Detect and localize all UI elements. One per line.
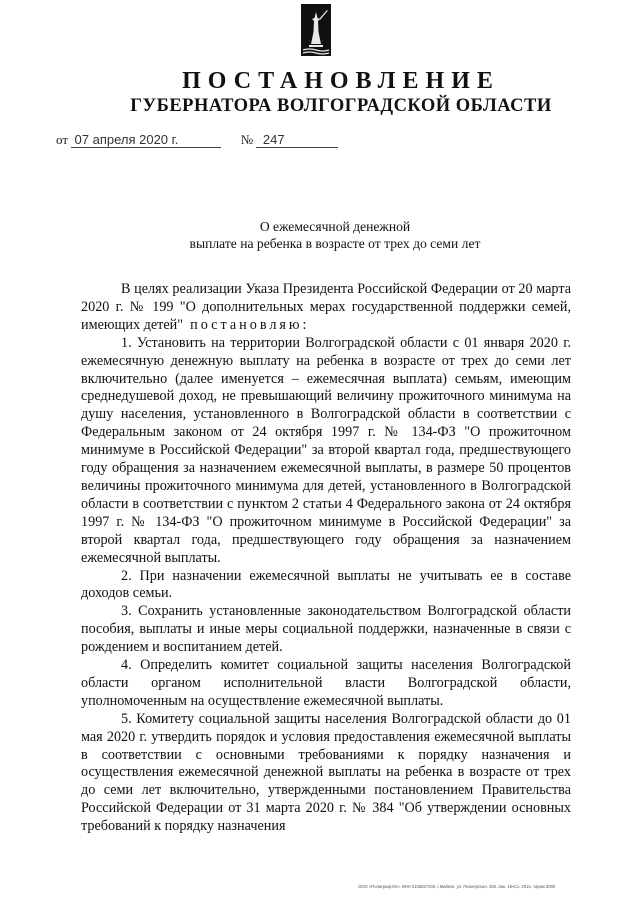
date-prefix: от	[56, 132, 69, 147]
decree-word: постановляю:	[190, 316, 310, 333]
date-field	[71, 132, 221, 148]
paragraph-4: 4. Определить комитет социальной защиты населения Волгоградской области органом исполнительной власти Волгоградской области, уполномоченным на осуществление ежемесячной выплаты.	[81, 657, 571, 709]
paragraph-1: 1. Установить на территории Волгоградской области с 01 января 2020 г. ежемесячную денежную выплату на ребенка в возрасте от трех до семи лет включительно (далее именуется – ежемесячная выплата) семьям, имеющим среднедушевой доход, не превышающий величину прожиточного минимума на душу населения, установленного в Волгоградской области в соответствии с Федеральным законом от 24 октября 1997 г. № 134-ФЗ "О прожиточном минимуме в Российской Федерации" за второй квартал года, предшествующего году обращения за назначением ежемесячной выплаты, в размере 50 процентов величины прожиточного минимума для детей, установленного в Волгоградской области в соответствии с пунктом 2 статьи 4 Федерального закона от 24 октября 1997 г. № 134-ФЗ "О прожиточном минимуме в Российской Федерации" за второй квартал года, предшествующего году обращения за назначением ежемесячной выплаты.	[81, 334, 571, 566]
date-value: 07 апреля 2020 г.	[74, 132, 179, 147]
paragraph-5: 5. Комитету социальной защиты населения Волгоградской области до 01 мая 2020 г. утвердить порядок и условия предоставления ежемесячной выплаты в соответствии с основными требованиями к порядку назначения и осуществления ежемесячной денежной выплаты на ребенка в возрасте от трех до семи лет включительно, утвержденными постановлением Правительства Российской Федерации от 31 марта 2020 г. № 384 "Об утверждении основных требований к порядку назначения	[81, 710, 571, 835]
number-value: 247	[262, 132, 285, 147]
number-prefix: №	[240, 132, 254, 147]
print-imprint: ООО «Полиграф-Юг» ИНН 0105027208, г.Майкоп, ул. Пионерская, 268. Зак. 19чСз, 2015, тираж 5000	[358, 884, 556, 889]
document-type-title: ПОСТАНОВЛЕНИЕ	[182, 68, 500, 94]
coat-of-arms-emblem	[301, 4, 331, 56]
document-meta	[56, 132, 338, 148]
monument-icon	[301, 4, 331, 56]
paragraph-intro	[81, 281, 571, 335]
subject-line-1: О ежемесячной денежной	[259, 219, 411, 234]
issuer-title: ГУБЕРНАТОРА ВОЛГОГРАДСКОЙ ОБЛАСТИ	[130, 96, 552, 116]
paragraph-3: 3. Сохранить установленные законодательством Волгоградской области пособия, выплаты и иные меры социальной поддержки, назначенные в связи с рождением и воспитанием детей.	[81, 603, 571, 656]
document-body	[81, 281, 571, 836]
paragraph-2: 2. При назначении ежемесячной выплаты не учитывать ее в составе доходов семьи.	[81, 567, 571, 602]
number-field	[256, 132, 338, 148]
document-subject	[30, 218, 640, 252]
intro-text: В целях реализации Указа Президента Российской Федерации от 20 марта 2020 г. № 199 "О дополнительных мерах государственной поддержки семей, имеющих детей"	[81, 281, 571, 333]
subject-line-2: выплате на ребенка в возрасте от трех до семи лет	[189, 236, 481, 251]
